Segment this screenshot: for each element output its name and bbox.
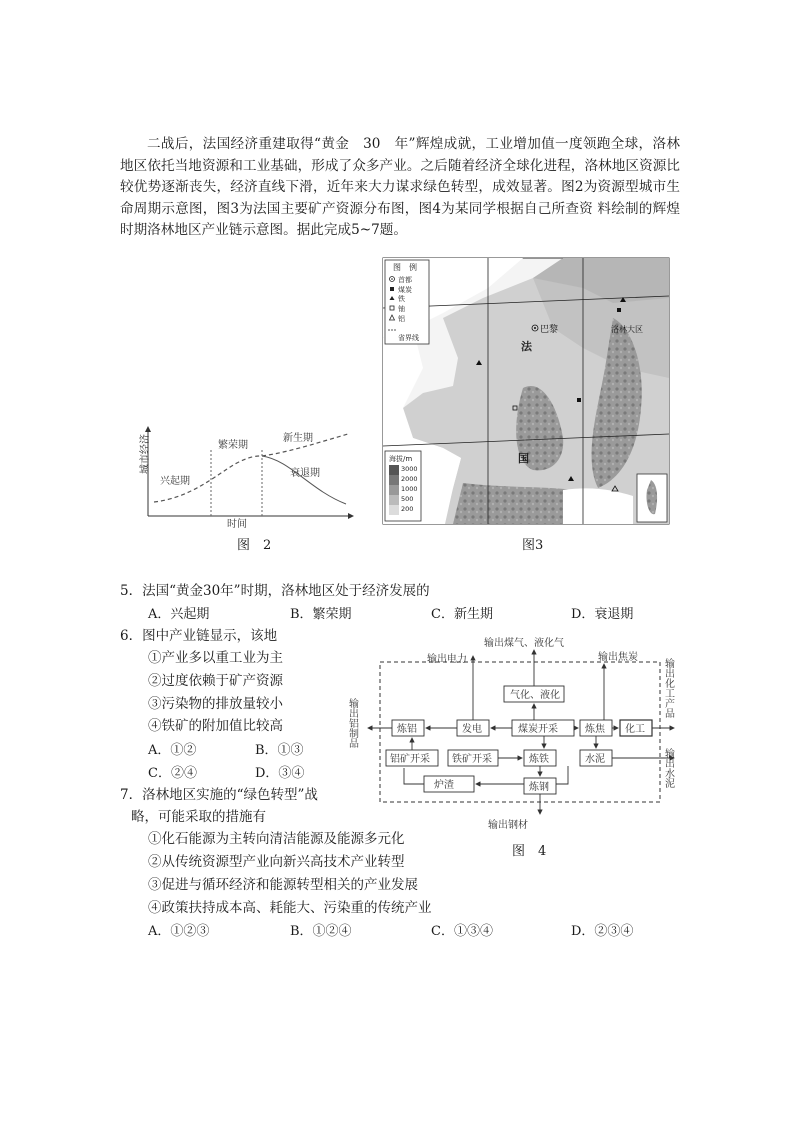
country-label-fa: 法 (521, 340, 532, 353)
map-legend-box (385, 260, 429, 344)
figure-2-caption: 图 2 (237, 538, 272, 553)
node-power-gen-text: 发电 (462, 724, 482, 735)
q7-option-d: D．②③④ (571, 924, 634, 939)
legend-iron: 铁 (398, 295, 405, 303)
elevation-title: 海拔/m (389, 455, 413, 463)
out-coke-label: 输出焦炭 (598, 652, 638, 663)
q6-item-3: ③污染物的排放量较小 (148, 696, 283, 712)
x-axis-arrow (348, 513, 354, 519)
legend-capital: 首都 (398, 276, 412, 284)
node-gasify-text: 气化、液化 (510, 690, 560, 701)
node-steel-make-text: 炼钢 (529, 782, 549, 793)
coal-symbol (390, 287, 394, 291)
slag-line (404, 768, 424, 784)
stage-decline-label: 衰退期 (290, 468, 320, 479)
legend-border: 省界线 (398, 334, 419, 342)
elev-swatch-1000 (389, 485, 399, 495)
out-alu-label: 输出铝制品 (346, 698, 358, 748)
figure-4-caption: 图 4 (512, 844, 547, 859)
x-axis-label: 时间 (227, 519, 247, 530)
elev-swatch-200 (389, 505, 399, 515)
legend-aluminum: 铝 (398, 315, 405, 323)
paris-label: 巴黎 (540, 325, 559, 335)
figure-3-france-map (383, 258, 669, 524)
elev-swatch-500 (389, 495, 399, 505)
out-power-label: 输出电力 (427, 654, 467, 665)
elev-value-2000: 2000 (401, 475, 418, 483)
lorraine-label: 洛林大区 (611, 325, 643, 334)
q7-option-b: B．①②④ (290, 924, 352, 939)
q5-option-b: B．繁荣期 (290, 607, 352, 622)
q6-item-1: ①产业多以重工业为主 (148, 650, 283, 666)
elev-value-3000: 3000 (401, 465, 418, 473)
stage-prosper-label: 繁荣期 (218, 440, 248, 451)
elev-value-1000: 1000 (401, 485, 418, 493)
elev-swatch-3000 (389, 465, 399, 475)
country-label-guo: 国 (518, 452, 529, 465)
out-cement-label: 输出水泥 (662, 748, 674, 788)
node-alu-smelt-text: 炼铝 (397, 724, 417, 735)
node-coal-mine-text: 煤炭开采 (518, 724, 558, 735)
out-chem-label: 输出化工产品 (662, 658, 674, 718)
node-slag-text: 炉渣 (434, 780, 454, 791)
q6-item-4: ④铁矿的附加值比较高 (148, 718, 283, 734)
intro-paragraph: 二战后，法国经济重建取得“黄金 30 年”辉煌成就，工业增加值一度领跑全球，洛林地区依托当地资源和工业基础，形成了众多产业。之后随着经济全球化进程，洛林地区资源比较优势逐渐丧失，经济直线下滑，近年来大力谋求绿色转型，成效显著。图2为资源型城市生命周期示意图，图3为法国主要矿产资源分布图，图4为某同学根据自己所查资 料绘制的辉煌时期洛林地区产业链示意图。据此完成5~7题。 (120, 136, 680, 238)
coal-deposit-central (577, 398, 581, 402)
y-axis-arrow (145, 426, 151, 432)
question-7-stem: 7．洛林地区实施的“绿色转型”战 (120, 787, 318, 803)
stage-renew-label: 新生期 (283, 433, 313, 444)
mediterranean-sea (563, 488, 633, 524)
y-axis-label: 城市经济 (140, 434, 151, 474)
q5-option-c: C．新生期 (431, 607, 493, 622)
node-iron-smelt-text: 炼铁 (529, 754, 549, 765)
elev-value-200: 200 (401, 505, 414, 513)
legend-coal: 煤炭 (398, 286, 412, 294)
q6-item-2: ②过度依赖于矿产资源 (148, 673, 283, 689)
q6-option-a: A．①② (148, 743, 197, 758)
figure-2-lifecycle-chart (120, 420, 360, 530)
question-6-stem: 6．图中产业链显示，该地 (120, 628, 278, 644)
q5-option-d: D．衰退期 (571, 607, 634, 622)
question-7-stem-cont: 略，可能采取的措施有 (131, 809, 266, 825)
elev-swatch-2000 (389, 475, 399, 485)
q6-option-c: C．②④ (148, 766, 197, 781)
out-steel-label: 输出钢材 (488, 820, 528, 831)
q6-option-b: B．①③ (255, 743, 304, 758)
pyrenees-relief (453, 483, 573, 524)
q6-option-d: D．③④ (255, 766, 305, 781)
legend-uranium: 铀 (398, 305, 405, 313)
coal-deposit-lorraine (617, 308, 621, 312)
node-coking-text: 炼焦 (585, 724, 605, 735)
q7-option-a: A．①②③ (148, 924, 210, 939)
node-bauxite-text: 铝矿开采 (390, 754, 430, 765)
q7-item-4: ④政策扶持成本高、耗能大、污染重的传统产业 (148, 900, 432, 916)
q7-item-2: ②从传统资源型产业向新兴高技术产业转型 (148, 854, 405, 870)
q5-option-a: A．兴起期 (148, 607, 210, 622)
node-iron-mine-text: 铁矿开采 (452, 754, 492, 765)
decline-curve (262, 456, 346, 504)
node-cement-text: 水泥 (585, 754, 605, 765)
elev-value-500: 500 (401, 495, 414, 503)
figure-4-industry-chain (346, 628, 692, 832)
figure-3-caption: 图3 (522, 538, 544, 553)
q7-item-1: ①化石能源为主转向清洁能源及能源多元化 (148, 831, 405, 847)
q7-item-3: ③促进与循环经济和能源转型相关的产业发展 (148, 877, 418, 893)
question-5-stem: 5．法国“黄金30年”时期，洛林地区处于经济发展的 (120, 583, 430, 599)
stage-rise-label: 兴起期 (160, 476, 190, 487)
steel-to-cement-line (556, 766, 568, 784)
q7-option-c: C．①③④ (431, 924, 493, 939)
legend-title: 图 例 (393, 263, 417, 272)
node-chemical-text: 化工 (625, 724, 645, 735)
out-gas-label: 输出煤气、液化气 (484, 638, 564, 649)
